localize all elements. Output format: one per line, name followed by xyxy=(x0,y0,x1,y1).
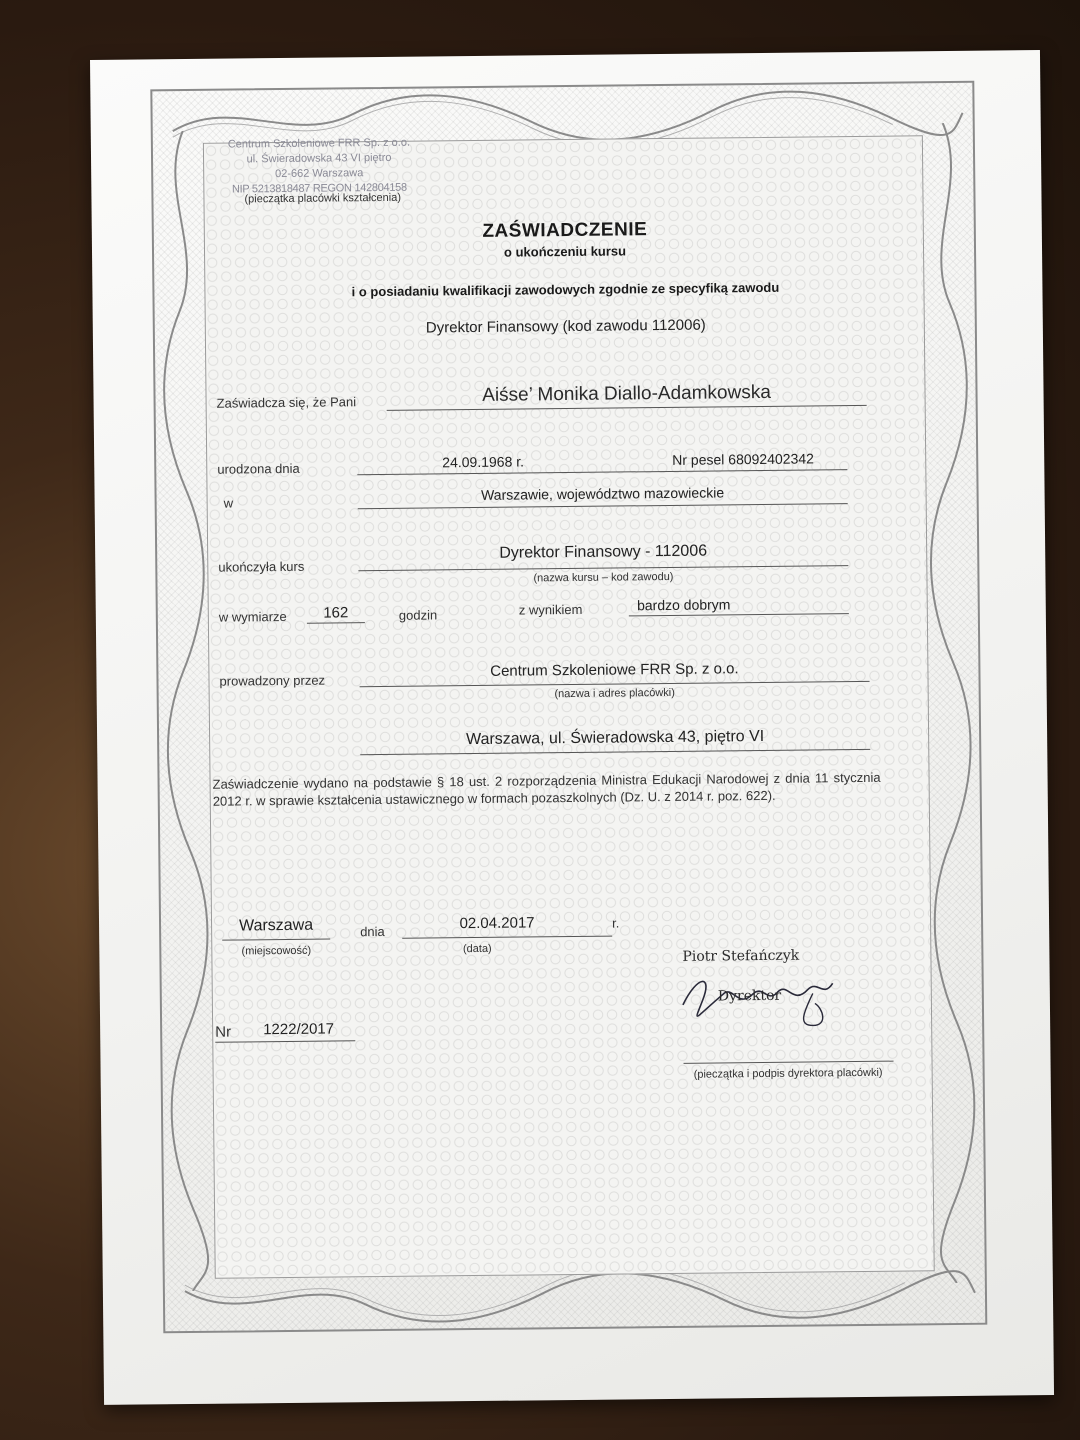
signer-role: Dyrektor xyxy=(717,987,782,1005)
profession: Dyrektor Finansowy (kod zawodu 112006) xyxy=(425,316,706,337)
stamp-line-ids: NIP 5213818487 REGON 142804158 xyxy=(231,181,407,196)
holder-name: Aiśse’ Monika Diallo-Adamkowska xyxy=(482,381,771,406)
issue-date: 02.04.2017 xyxy=(459,914,535,933)
date-line xyxy=(402,936,612,939)
institution-caption: (nazwa i adres placówki) xyxy=(554,686,675,701)
certificate-number: 1222/2017 xyxy=(263,1020,335,1039)
certificate-paper xyxy=(90,50,1054,1405)
place-line xyxy=(222,939,330,941)
signature-caption: (pieczątka i podpis dyrektora placówki) xyxy=(693,1066,883,1081)
hours-line xyxy=(307,622,365,624)
birth-place-line xyxy=(358,503,848,509)
institution-stamp xyxy=(224,136,415,198)
course-name: Dyrektor Finansowy - 112006 xyxy=(499,542,708,562)
course-caption: (nazwa kursu – kod zawodu) xyxy=(533,570,674,585)
hours-label: w wymiarze xyxy=(218,608,287,625)
qualification-statement: i o posiadaniu kwalifikacji zawodowych zgodnie ze specyfiką zawodu xyxy=(351,279,780,300)
date-suffix: r. xyxy=(611,915,620,931)
stamp-line-street: ul. Świeradowska 43 VI piętro xyxy=(246,151,392,166)
institution-address: Warszawa, ul. Świeradowska 43, piętro VI xyxy=(465,727,765,749)
signer-name: Piotr Stefańczyk xyxy=(682,947,800,965)
address-line xyxy=(360,749,870,755)
birth-place: Warszawie, województwo mazowieckie xyxy=(480,484,725,503)
place-caption: (miejscowość) xyxy=(241,944,312,958)
document-subtitle: o ukończeniu kursu xyxy=(503,243,627,260)
result-label: z wynikiem xyxy=(518,601,583,618)
guilloche-border xyxy=(150,81,987,1334)
stamp-line-city: 02-662 Warszawa xyxy=(275,167,364,181)
born-label: urodzona dnia xyxy=(217,460,300,477)
conducted-label: prowadzony przez xyxy=(219,672,326,689)
birth-place-label: w xyxy=(223,495,234,511)
institution-name: Centrum Szkoleniowe FRR Sp. z o.o. xyxy=(490,660,739,680)
birth-date: 24.09.1968 r. xyxy=(442,453,525,471)
number-line xyxy=(215,1040,355,1042)
document-title: ZAŚWIADCZENIE xyxy=(482,219,648,242)
hours-unit: godzin xyxy=(398,607,438,623)
pesel-number: Nr pesel 68092402342 xyxy=(672,450,814,468)
legal-basis: Zaświadczenie wydano na podstawie § 18 ust. 2 rozporządzenia Ministra Edukacji Narodowej z dnia 11 stycznia 2012 r. w sprawie kształcenia ustawicznego w formach pozaszkolnych (Dz. U. z 2014 r. poz. 622). xyxy=(212,769,881,809)
issue-place: Warszawa xyxy=(238,916,314,935)
hours-value: 162 xyxy=(323,604,349,622)
number-label: Nr xyxy=(215,1023,232,1041)
birth-date-line xyxy=(357,469,847,475)
signature-line xyxy=(684,1061,894,1064)
course-label: ukończyła kurs xyxy=(218,558,305,575)
result-value: bardzo dobrym xyxy=(636,596,731,614)
certifies-label: Zaświadcza się, że Pani xyxy=(216,394,357,411)
result-line xyxy=(629,613,849,616)
date-label: dnia xyxy=(360,923,385,940)
date-caption: (data) xyxy=(462,942,492,956)
stamp-line-name: Centrum Szkoleniowe FRR Sp. z o.o. xyxy=(227,136,411,151)
certificate-body xyxy=(203,135,935,1278)
stamp-caption: (pieczątka placówki kształcenia) xyxy=(244,191,402,206)
